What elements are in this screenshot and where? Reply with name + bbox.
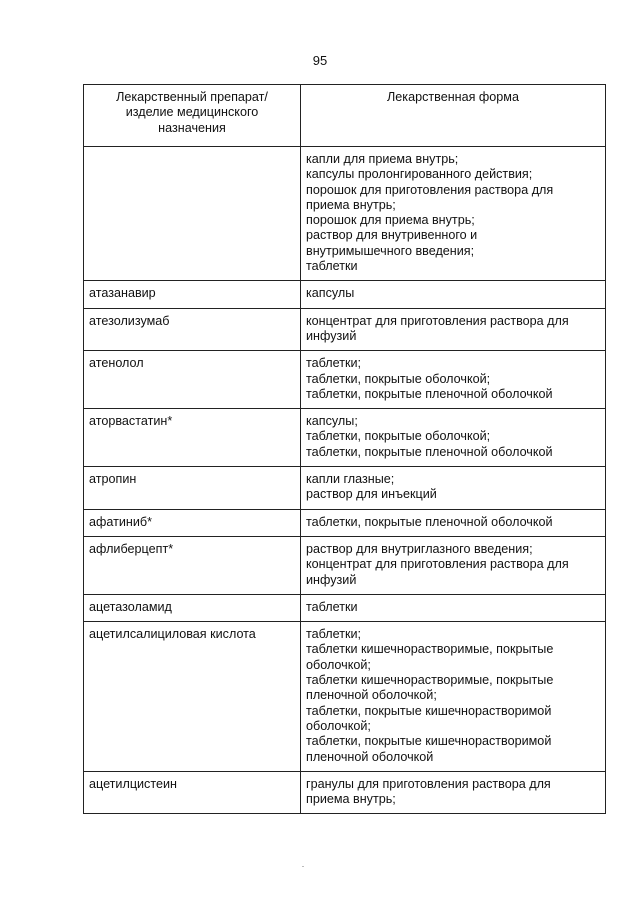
- drug-table: [83, 84, 606, 814]
- dosage-form-line: приема внутрь;: [306, 197, 396, 212]
- dosage-form-cell: [301, 594, 606, 621]
- dosage-form-line: гранулы для приготовления раствора для: [306, 776, 551, 791]
- dosage-form-line: капсулы: [306, 286, 355, 301]
- table-row: [84, 594, 606, 621]
- drug-name-cell: [84, 536, 301, 594]
- dosage-form-line: таблетки кишечнорастворимые, покрытые: [306, 673, 554, 688]
- table-row: [84, 467, 606, 510]
- dosage-form-line: таблетки, покрытые пленочной оболочкой: [306, 386, 553, 401]
- column-header-form: [301, 85, 606, 147]
- table-row: [84, 536, 606, 594]
- dosage-form-line: раствор для внутриглазного введения;: [306, 541, 533, 556]
- dosage-form-line: порошок для приема внутрь;: [306, 213, 475, 228]
- dosage-form-line: раствор для инъекций: [306, 487, 437, 502]
- dosage-form-line: оболочкой;: [306, 718, 371, 733]
- drug-name-cell: [84, 308, 301, 351]
- drug-name-cell: [84, 594, 301, 621]
- dosage-form-line: оболочкой;: [306, 657, 371, 672]
- dosage-form-line: раствор для внутривенного и: [306, 228, 478, 243]
- drug-name: ацетазоламид: [89, 599, 172, 614]
- dosage-form-line: таблетки, покрытые оболочкой;: [306, 371, 491, 386]
- drug-name-cell: [84, 771, 301, 814]
- dosage-form-line: таблетки: [306, 599, 358, 614]
- dosage-form-line: капли для приема внутрь;: [306, 152, 459, 166]
- drug-name-cell: [84, 281, 301, 308]
- scan-speck: [302, 866, 304, 867]
- column-header-drug-line: изделие медицинского: [125, 105, 259, 120]
- dosage-form-line: концентрат для приготовления раствора для: [306, 557, 569, 572]
- dosage-form-line: инфузий: [306, 328, 357, 343]
- dosage-form-line: концентрат для приготовления раствора для: [306, 313, 569, 328]
- dosage-form-line: инфузий: [306, 572, 357, 587]
- dosage-form-line: таблетки, покрытые пленочной оболочкой: [306, 444, 553, 459]
- table-row: [84, 409, 606, 467]
- column-header-drug-line: назначения: [158, 120, 226, 135]
- dosage-form-line: таблетки: [306, 259, 358, 274]
- dosage-form-cell: [301, 147, 606, 281]
- dosage-form-line: капли глазные;: [306, 472, 395, 487]
- table-header-row: [84, 85, 606, 147]
- table-body: [84, 147, 606, 814]
- dosage-form-line: капсулы;: [306, 414, 358, 429]
- drug-name: афатиниб*: [89, 514, 152, 529]
- table-row: [84, 308, 606, 351]
- dosage-form-line: таблетки;: [306, 356, 362, 371]
- drug-name: аторвастатин*: [89, 414, 173, 429]
- dosage-form-cell: [301, 771, 606, 814]
- table-row: [84, 147, 606, 281]
- drug-name: ацетилсалициловая кислота: [89, 627, 256, 642]
- table-row: [84, 351, 606, 409]
- column-header-drug-line: Лекарственный препарат/: [116, 90, 268, 104]
- dosage-form-line: пленочной оболочкой;: [306, 688, 437, 703]
- dosage-form-line: таблетки, покрытые кишечнорастворимой: [306, 734, 552, 749]
- dosage-form-line: капсулы пролонгированного действия;: [306, 167, 533, 182]
- drug-name-cell: [84, 622, 301, 772]
- dosage-form-cell: [301, 536, 606, 594]
- table-row: [84, 281, 606, 308]
- dosage-form-line: приема внутрь;: [306, 792, 396, 807]
- drug-name: атазанавир: [89, 286, 156, 301]
- dosage-form-line: внутримышечного введения;: [306, 243, 475, 258]
- drug-name: ацетилцистеин: [89, 776, 177, 791]
- drug-name-cell: [84, 467, 301, 510]
- dosage-form-line: пленочной оболочкой: [306, 749, 434, 764]
- drug-name-cell: [84, 351, 301, 409]
- dosage-form-line: таблетки, покрытые кишечнорастворимой: [306, 703, 552, 718]
- dosage-form-line: порошок для приготовления раствора для: [306, 182, 554, 197]
- drug-name-cell: [84, 409, 301, 467]
- dosage-form-cell: [301, 409, 606, 467]
- dosage-form-cell: [301, 351, 606, 409]
- dosage-form-line: таблетки кишечнорастворимые, покрытые: [306, 642, 554, 657]
- drug-name-cell: [84, 509, 301, 536]
- dosage-form-line: таблетки, покрытые пленочной оболочкой: [306, 514, 553, 529]
- column-header-form-label: Лекарственная форма: [387, 90, 519, 104]
- dosage-form-line: таблетки;: [306, 627, 362, 642]
- dosage-form-cell: [301, 467, 606, 510]
- dosage-form-cell: [301, 281, 606, 308]
- table-row: [84, 509, 606, 536]
- column-header-drug: [84, 85, 301, 147]
- dosage-form-cell: [301, 622, 606, 772]
- table-row: [84, 622, 606, 772]
- drug-name: атропин: [89, 472, 137, 487]
- drug-name: афлиберцепт*: [89, 541, 174, 556]
- dosage-form-line: таблетки, покрытые оболочкой;: [306, 429, 491, 444]
- drug-name: атезолизумаб: [89, 313, 170, 328]
- page-number: 95: [312, 53, 328, 68]
- drug-name: атенолол: [89, 356, 144, 371]
- dosage-form-cell: [301, 308, 606, 351]
- drug-name-cell: [84, 147, 301, 281]
- table-row: [84, 771, 606, 814]
- dosage-form-cell: [301, 509, 606, 536]
